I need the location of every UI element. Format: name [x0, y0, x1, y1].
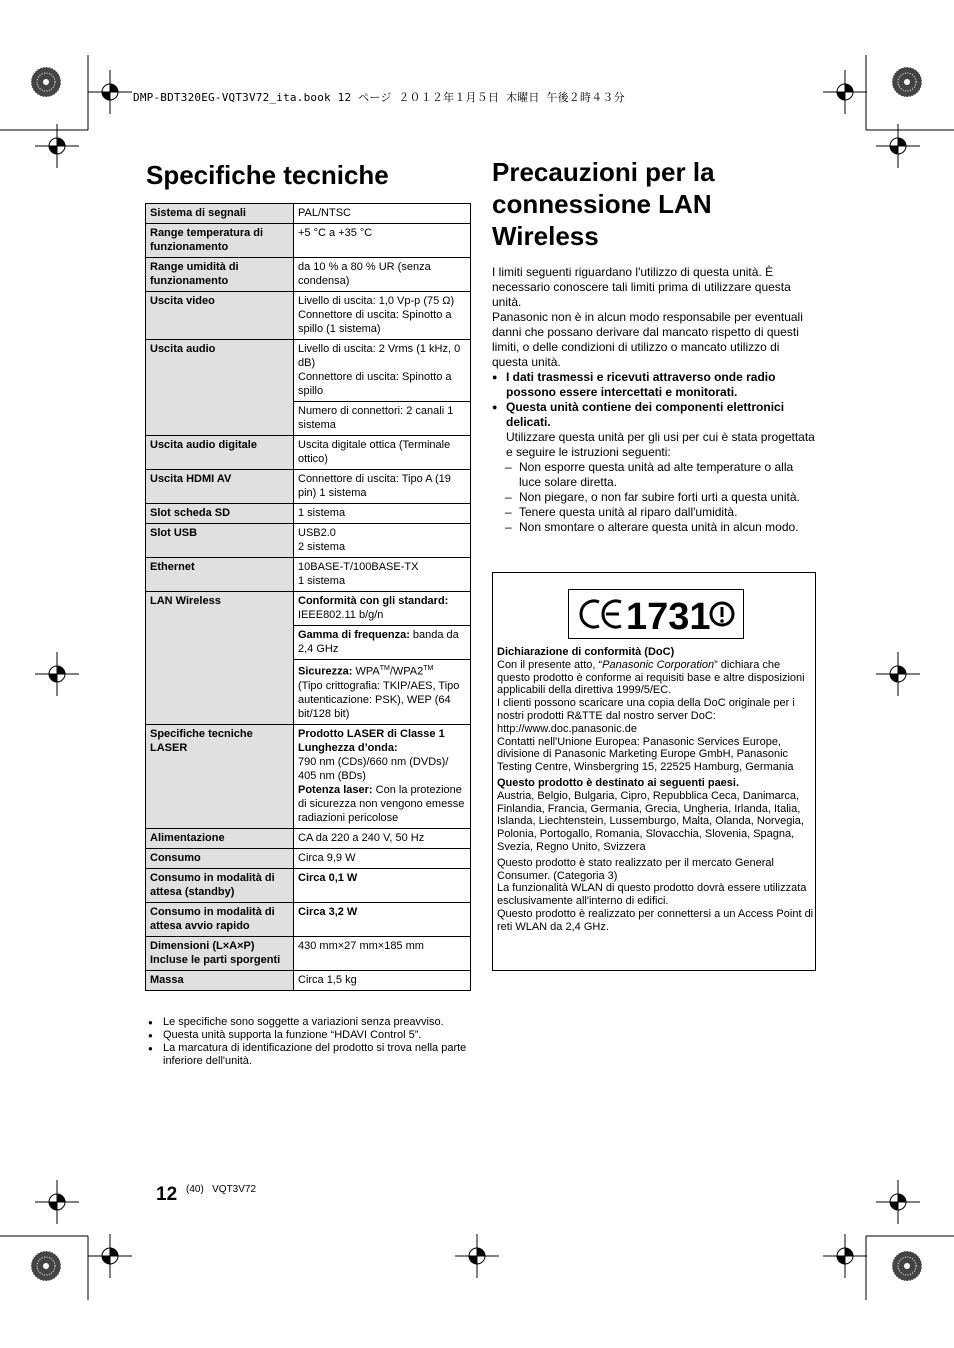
spec-row	[146, 524, 471, 558]
specs-table	[145, 203, 471, 991]
bullet-item: ● I dati trasmessi e ricevuti attraverso onde radio possono essere intercettati e monitorati.	[492, 370, 818, 400]
spec-row	[146, 470, 471, 504]
spec-value-text: (Tipo crittografia: TKIP/AES, Tipo autenticazione: PSK), WEP (64 bit/128 bit)	[298, 679, 460, 720]
intro-paragraph: Panasonic non è in alcun modo responsabile per eventuali danni che possano derivare dal mancato rispetto di questi limiti, o delle condizioni di utilizzo o mancato utilizzo di questa unità.	[492, 310, 803, 369]
doc-company: Panasonic Corporation	[602, 658, 715, 671]
spec-value	[294, 868, 471, 902]
book-header-line: DMP-BDT320EG-VQT3V72_ita.book 12 ページ ２０１２年１月５日 木曜日 午後２時４３分	[133, 91, 625, 104]
spec-row	[146, 292, 471, 340]
bullet-subtext: Utilizzare questa unità per gli usi per cui è stata progettata e seguire le istruzioni seguenti:	[506, 430, 815, 459]
spec-value	[294, 292, 471, 340]
spec-value-text: Circa 3,2 W	[298, 905, 358, 918]
spec-row	[146, 340, 471, 402]
spec-label: Dimensioni (L×A×P) Incluse le parti sporgenti	[146, 936, 294, 970]
doc-download-text: I clienti possono scaricare una copia della DoC originale per i nostri prodotti R&TTE dal nostro server DoC:	[497, 697, 795, 722]
spec-value-text: IEEE802.11 b/g/n	[298, 609, 384, 621]
spec-value-text: 430 mm×27 mm×185 mm	[298, 939, 424, 952]
market-text: Questo prodotto è stato realizzato per il mercato General Consumer. (Categoria 3)	[497, 856, 774, 882]
spec-value	[294, 970, 471, 990]
spec-value	[294, 258, 471, 292]
spec-label: Consumo in modalità di attesa avvio rapido	[146, 902, 294, 936]
spec-value-text: Uscita digitale ottica (Terminale ottico)	[298, 439, 451, 465]
spec-value	[294, 402, 471, 436]
spec-value-text: Gamma di frequenza:	[298, 629, 410, 641]
spec-value-text: da 10 % a 80 % UR (senza condensa)	[298, 261, 431, 287]
spec-row	[146, 828, 471, 848]
spec-value-text: Circa 1,5 kg	[298, 973, 357, 986]
ce-mark-icon	[569, 590, 743, 638]
spec-label: Massa	[146, 970, 294, 990]
spec-value-text: CA da 220 a 240 V, 50 Hz	[298, 831, 425, 844]
spec-row	[146, 724, 471, 828]
spec-row	[146, 936, 471, 970]
note-item: ● Le specifiche sono soggette a variazioni senza preavviso.	[146, 1016, 476, 1029]
spec-value	[294, 936, 471, 970]
spec-value-text: Connettore di uscita: Spinotto a spillo (1 sistema)	[298, 309, 452, 335]
spec-value-text: PAL/NTSC	[298, 207, 351, 219]
ce-mark	[568, 589, 744, 639]
spec-label: Uscita audio	[146, 340, 294, 436]
spec-value	[294, 848, 471, 868]
spec-row	[146, 848, 471, 868]
intro-paragraph: I limiti seguenti riguardano l'utilizzo di questa unità. È necessario conoscere tali limiti prima di utilizzare questa unità.	[492, 265, 791, 309]
spec-row	[146, 204, 471, 224]
spec-label: LAN Wireless	[146, 592, 294, 725]
spec-row	[146, 592, 471, 626]
page-reference: (40) VQT3V72	[186, 1184, 257, 1195]
spec-row	[146, 224, 471, 258]
spec-value-text: Numero di connettori: 2 canali 1 sistema	[298, 405, 454, 431]
spec-value-text: 1 sistema	[298, 507, 346, 519]
spec-row	[146, 558, 471, 592]
specs-title: Specifiche tecniche	[146, 160, 389, 190]
spec-value	[294, 436, 471, 470]
spec-label: Consumo in modalità di attesa (standby)	[146, 868, 294, 902]
wlan-precautions-text	[492, 265, 818, 535]
ce-number: 1731	[626, 596, 711, 638]
spec-value-text: USB2.0	[298, 527, 336, 539]
spec-value-text: Livello di uscita: 1,0 Vp-p (75 Ω)	[298, 295, 455, 307]
spec-value-text: banda da 2,4 GHz	[298, 629, 459, 655]
spec-row	[146, 258, 471, 292]
doc-text: ” dichiara che questo prodotto è conforme ai requisiti base e altre disposizioni applicabili della direttiva 1999/5/EC.	[497, 658, 805, 697]
spec-label: Uscita video	[146, 292, 294, 340]
conformity-text	[497, 646, 815, 934]
spec-value	[294, 558, 471, 592]
note-item: ● La marcatura di identificazione del prodotto si trova nella parte inferiore dell'unità.	[146, 1042, 476, 1068]
spec-value-text: /WPA2	[389, 665, 424, 678]
countries-title: Questo prodotto è destinato ai seguenti paesi.	[497, 776, 740, 789]
doc-text: Con il presente atto, “	[497, 658, 603, 671]
spec-value-text: Connettore di uscita: Spinotto a spillo	[298, 371, 452, 397]
spec-label: Consumo	[146, 848, 294, 868]
spec-value	[294, 224, 471, 258]
spec-value	[294, 204, 471, 224]
spec-row	[146, 902, 471, 936]
access-point-text: Questo prodotto è realizzato per connettersi a un Access Point di reti WLAN da 2,4 GHz.	[497, 907, 814, 933]
spec-label: Range temperatura di funzionamento	[146, 224, 294, 258]
doc-contact: Contatti nell'Unione Europea: Panasonic Services Europe, divisione di Panasonic Marketing Europe GmbH, Panasonic Testing Centre, Winsbergring 15, 22525 Hamburg, Germania	[497, 735, 794, 774]
spec-label: Alimentazione	[146, 828, 294, 848]
conformity-box	[492, 572, 816, 971]
doc-title: Dichiarazione di conformità (DoC)	[497, 646, 675, 658]
spec-value	[294, 626, 471, 660]
dash-item: – Non esporre questa unità ad alte temperature o alla luce solare diretta.	[492, 460, 818, 490]
spec-value-text: Con la protezione di sicurezza non vengono emesse radiazioni pericolose	[298, 783, 465, 824]
dash-item: – Non smontare o alterare questa unità in alcun modo.	[492, 520, 818, 535]
spec-value	[294, 504, 471, 524]
spec-value-text: WPA	[352, 665, 380, 678]
spec-value	[294, 592, 471, 626]
spec-value	[294, 340, 471, 402]
spec-value-text: +5 °C a +35 °C	[298, 227, 373, 239]
spec-row	[146, 868, 471, 902]
spec-value-text: Prodotto LASER di Classe 1	[298, 727, 445, 740]
spec-value	[294, 902, 471, 936]
spec-value-text: 1 sistema	[298, 575, 346, 587]
spec-value-text: Lunghezza d’onda:	[298, 741, 398, 754]
dash-item: – Tenere questa unità al riparo dall'umidità.	[492, 505, 818, 520]
spec-value-text: Sicurezza:	[298, 665, 353, 678]
spec-row	[146, 436, 471, 470]
spec-value-text: TM	[423, 665, 434, 672]
spec-label: Uscita audio digitale	[146, 436, 294, 470]
spec-value	[294, 470, 471, 504]
dash-item: – Non piegare, o non far subire forti urti a questa unità.	[492, 490, 818, 505]
spec-value-text: Circa 0,1 W	[298, 871, 358, 884]
spec-label: Range umidità di funzionamento	[146, 258, 294, 292]
countries-list: Austria, Belgio, Bulgaria, Cipro, Repubblica Ceca, Danimarca, Finlandia, Francia, Germania, Grecia, Ungheria, Irlanda, Italia, Islanda, Liechtenstein, Lussemburgo, Malta, Olanda, Norvegia, Polonia, Portogallo, Romania, Slovacchia, Slovenia, Spagna, Svezia, Regno Unito, Svizzera	[497, 789, 804, 853]
spec-value	[294, 724, 471, 828]
spec-value	[294, 524, 471, 558]
spec-value-text: Potenza laser:	[298, 783, 373, 796]
spec-value	[294, 828, 471, 848]
bullet-item: ● Questa unità contiene dei componenti elettronici delicati.	[492, 400, 818, 430]
wlan-indoor-text: La funzionalità WLAN di questo prodotto dovrà essere utilizzata esclusivamente all'interno di edifici.	[497, 882, 807, 908]
specs-notes	[146, 1016, 476, 1068]
spec-label: Slot scheda SD	[146, 504, 294, 524]
spec-value-text: 790 nm (CDs)/660 nm (DVDs)/ 405 nm (BDs)	[298, 755, 449, 782]
spec-label: Specifiche tecniche LASER	[146, 724, 294, 828]
wlan-precautions-title: Precauzioni per la connessione LAN Wireless	[492, 157, 715, 251]
spec-value-text: Livello di uscita: 2 Vrms (1 kHz, 0 dB)	[298, 343, 461, 369]
note-item: ● Questa unità supporta la funzione “HDAVI Control 5”.	[146, 1029, 476, 1042]
spec-label: Slot USB	[146, 524, 294, 558]
spec-value-text: 10BASE-T/100BASE-TX	[298, 561, 419, 573]
doc-url: http://www.doc.panasonic.de	[497, 722, 638, 735]
spec-row	[146, 970, 471, 990]
spec-label: Uscita HDMI AV	[146, 470, 294, 504]
page-number: 12	[156, 1184, 178, 1205]
spec-row	[146, 504, 471, 524]
spec-value-text: TM	[379, 665, 390, 672]
spec-value-text: Conformità con gli standard:	[298, 595, 449, 607]
spec-label: Ethernet	[146, 558, 294, 592]
spec-value-text: Connettore di uscita: Tipo A (19 pin) 1 sistema	[298, 473, 451, 499]
spec-label: Sistema di segnali	[146, 204, 294, 224]
spec-value-text: Circa 9,9 W	[298, 851, 356, 864]
spec-value	[294, 660, 471, 725]
spec-value-text: 2 sistema	[298, 541, 346, 553]
